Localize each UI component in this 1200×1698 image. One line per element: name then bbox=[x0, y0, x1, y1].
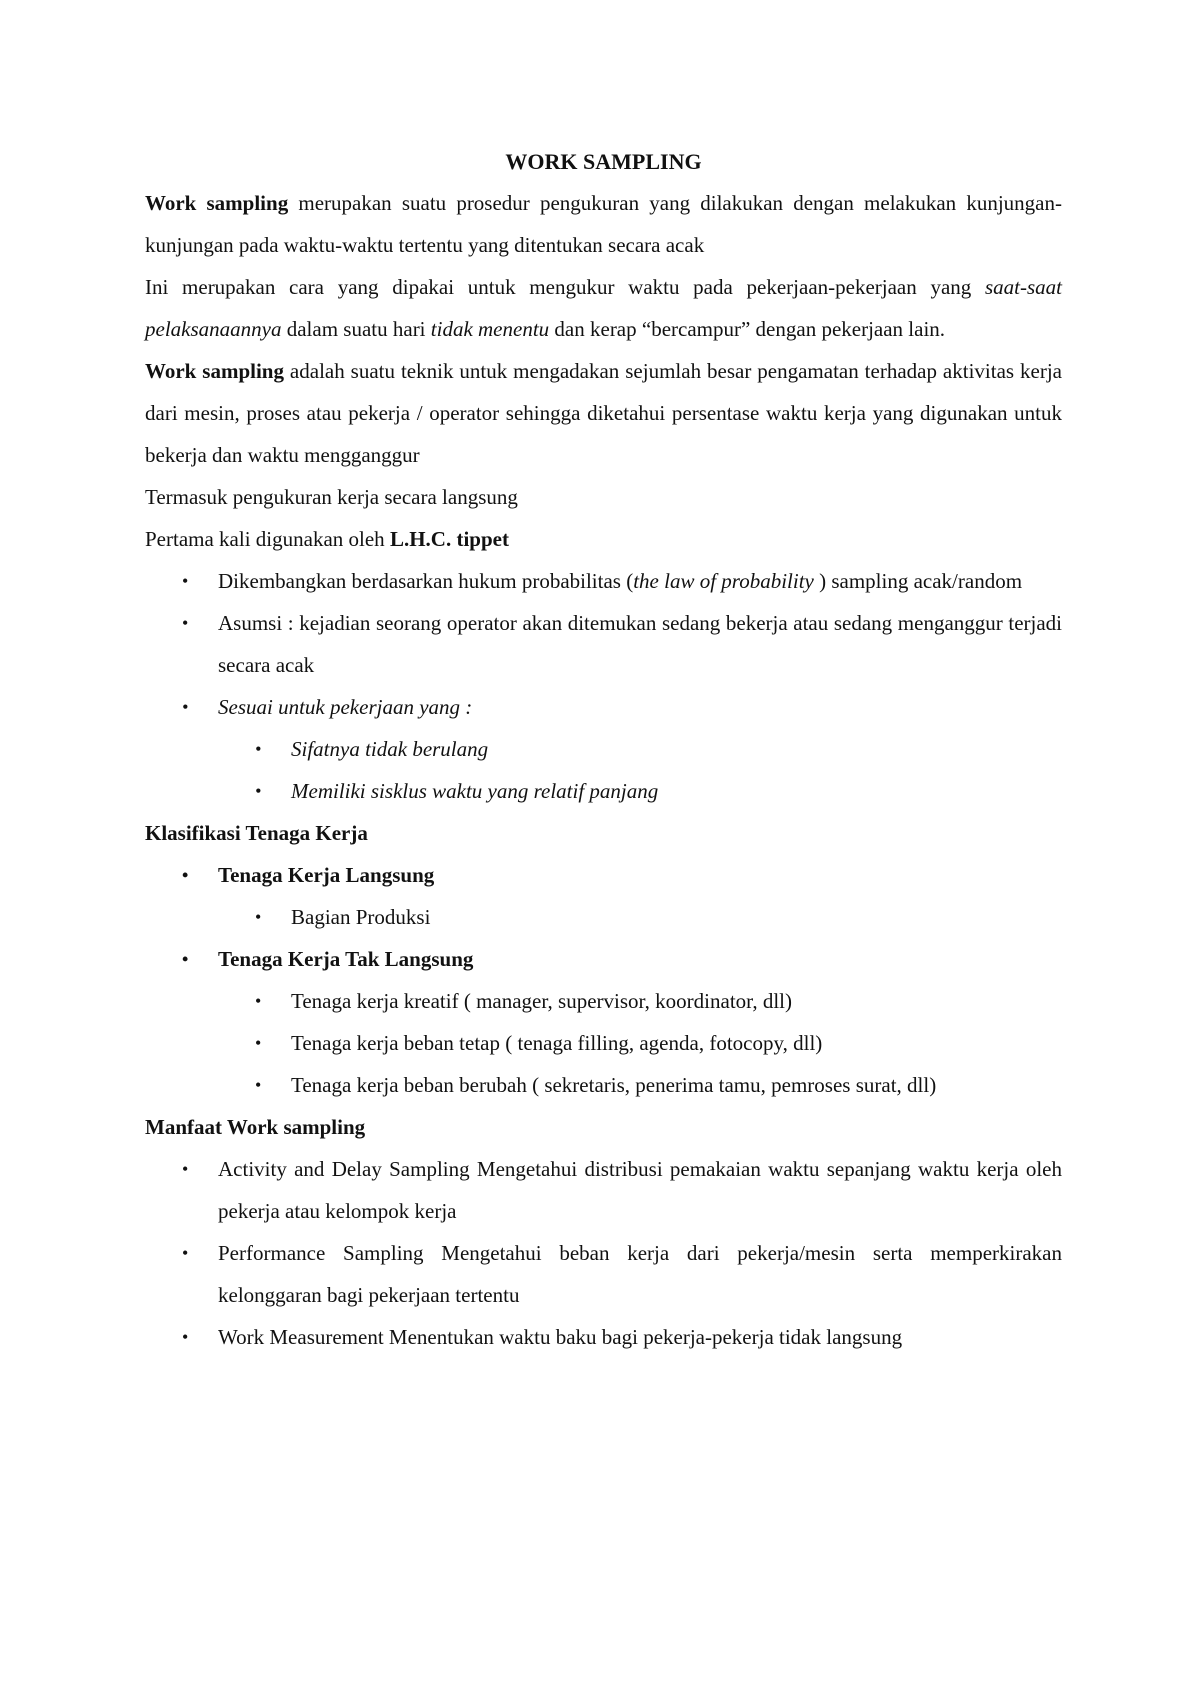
paragraph-direct-measurement: Termasuk pengukuran kerja secara langsung bbox=[145, 485, 518, 509]
paragraph-usage bbox=[145, 266, 1062, 350]
list-item: • Activity and Delay Sampling Mengetahui distribusi pemakaian waktu sepanjang waktu kerja oleh pekerja atau kelompok kerja bbox=[145, 1148, 1062, 1232]
italic-text: the law of probability bbox=[633, 569, 814, 593]
paragraph-text: dalam suatu hari bbox=[281, 317, 431, 341]
section-heading-klasifikasi: Klasifikasi Tenaga Kerja bbox=[145, 821, 368, 845]
section-heading-manfaat: Manfaat Work sampling bbox=[145, 1115, 366, 1139]
italic-text: tidak menentu bbox=[430, 317, 550, 341]
sub-list-item: • Tenaga kerja beban tetap ( tenaga filling, agenda, fotocopy, dll) bbox=[145, 1022, 1062, 1064]
sub-list-item: • Tenaga kerja beban berubah ( sekretaris, penerima tamu, pemroses surat, dll) bbox=[145, 1064, 1062, 1106]
paragraph-text: merupakan suatu prosedur pengukuran yang dilakukan dengan melakukan kunjungan-kunjungan pada waktu-waktu tertentu yang ditentukan secara acak bbox=[145, 191, 1062, 257]
paragraph-text: adalah suatu teknik untuk mengadakan sejumlah besar pengamatan terhadap aktivitas kerja dari mesin, proses atau pekerja / operator sehingga diketahui persentase waktu kerja yang digunakan untuk bekerja dan waktu mengganggur bbox=[145, 359, 1062, 467]
term-work-sampling: Work sampling bbox=[145, 359, 284, 383]
paragraph-text: dan kerap “bercampur” dengan pekerjaan lain. bbox=[549, 317, 946, 341]
bullet-list-manfaat bbox=[145, 1148, 1062, 1358]
bullet-list-principles bbox=[145, 560, 1062, 812]
list-item: • Performance Sampling Mengetahui beban kerja dari pekerja/mesin serta memperkirakan kelonggaran bagi pekerjaan tertentu bbox=[145, 1232, 1062, 1316]
sub-list-item: • Memiliki sisklus waktu yang relatif panjang bbox=[145, 770, 1062, 812]
sub-list-item: • Bagian Produksi bbox=[145, 896, 1062, 938]
list-item: • Tenaga Kerja Tak Langsung bbox=[145, 938, 1062, 980]
document-title: WORK SAMPLING bbox=[505, 149, 702, 174]
paragraph-definition bbox=[145, 182, 1062, 266]
document-page bbox=[145, 142, 1062, 1358]
list-item: • Sesuai untuk pekerjaan yang : bbox=[145, 686, 1062, 728]
paragraph-text: Pertama kali digunakan oleh bbox=[145, 527, 390, 551]
paragraph-first-used bbox=[145, 518, 1062, 560]
bullet-list-klasifikasi bbox=[145, 854, 1062, 1106]
author-name: L.H.C. tippet bbox=[389, 527, 509, 551]
sub-list-item: • Sifatnya tidak berulang bbox=[145, 728, 1062, 770]
sub-list-item: • Tenaga kerja kreatif ( manager, supervisor, koordinator, dll) bbox=[145, 980, 1062, 1022]
list-item: • Work Measurement Menentukan waktu baku bagi pekerja-pekerja tidak langsung bbox=[145, 1316, 1062, 1358]
paragraph-text: Ini merupakan cara yang dipakai untuk mengukur waktu pada pekerjaan-pekerjaan yang bbox=[145, 275, 985, 299]
paragraph-technique bbox=[145, 350, 1062, 476]
list-item: • Tenaga Kerja Langsung bbox=[145, 854, 1062, 896]
list-item: • Asumsi : kejadian seorang operator akan ditemukan sedang bekerja atau sedang menganggur terjadi secara acak bbox=[145, 602, 1062, 686]
list-item-text: Dikembangkan berdasarkan hukum probabilitas ( bbox=[218, 569, 634, 593]
italic-text: saat-saat pelaksanaannya bbox=[145, 275, 1062, 341]
list-item-text: ) sampling acak/random bbox=[813, 569, 1023, 593]
term-work-sampling: Work sampling bbox=[145, 191, 289, 215]
list-item bbox=[145, 560, 1062, 602]
